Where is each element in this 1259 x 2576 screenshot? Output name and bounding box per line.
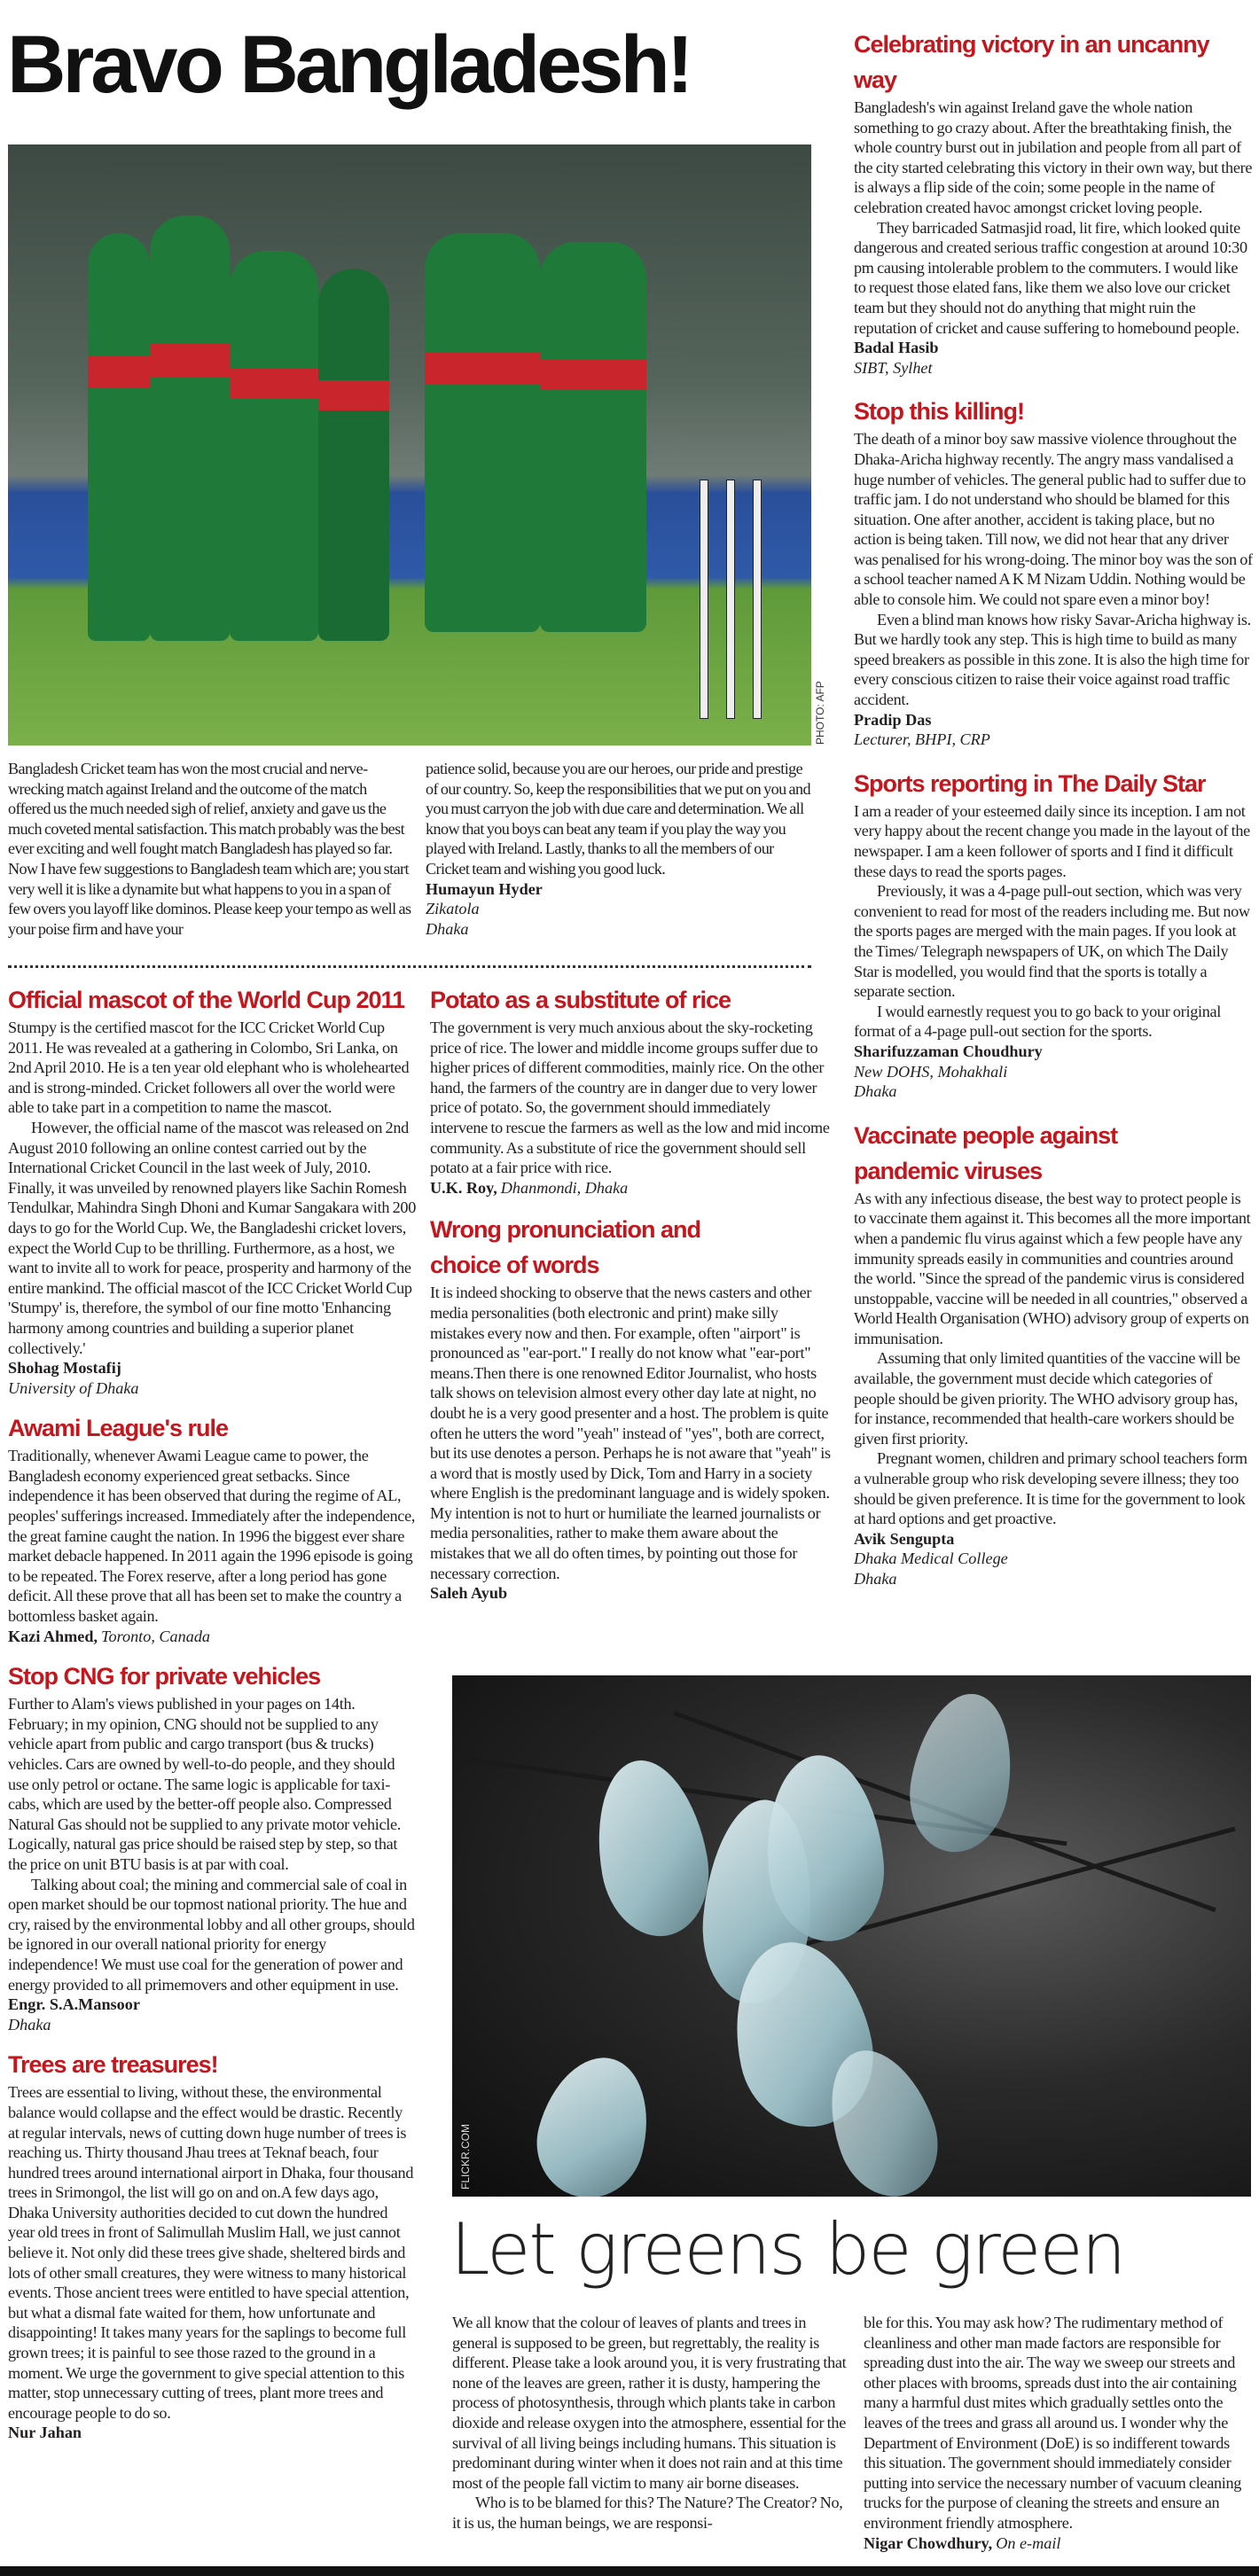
paragraph: Who is to be blamed for this? The Nature? The Creator? No, it is us, the human beings, we are responsi-	[452, 2494, 843, 2532]
headline: Wrong pronunciation and	[430, 1216, 700, 1244]
headline: Official mascot of the World Cup 2011	[8, 987, 405, 1013]
letter-greens-col2	[864, 2313, 1254, 2553]
photo-credit: FLICKR.COM	[459, 2123, 472, 2190]
author: Saleh Ayub	[430, 1584, 508, 1603]
author-city: Dhaka	[426, 919, 469, 938]
headline-line2: choice of words	[430, 1252, 599, 1279]
photo-credit: PHOTO: AFP	[814, 681, 826, 745]
paragraph: Talking about coal; the mining and commercial sale of coal in open market should be our topmost national priority. The hue and cry, raised by the environmental lobby and all other groups, should be ignored in our overall national priority for energy independence! We must use coal for the generation of power and energy provided to all primemovers and other equipment in use.	[8, 1875, 415, 1994]
author: Nur Jahan	[8, 2424, 82, 2442]
dotted-divider	[8, 965, 811, 968]
paragraph: Stumpy is the certified mascot for the ICC Cricket World Cup 2011. He was revealed at a gathering in Colombo, Sri Lanka, on 2nd April 2010. He is a ten year old elephant who is wholehearted and is strong-minded. Cricket followers all over the world were able to take part in a competition to name the mascot.	[8, 1019, 410, 1117]
letter-vaccinate	[854, 1118, 1253, 1589]
letter-potato	[430, 982, 831, 1198]
author-city: Dhaka	[854, 1570, 897, 1588]
left-column	[8, 982, 416, 2443]
author-location: Zikatola	[426, 900, 480, 918]
paragraph: We all know that the colour of leaves of plants and trees in general is supposed to be green, but regrettably, the reality is different. Please take a look around you, it is very frustrating that none of the leaves are green, rather it is dusty, hampering the process of photosynthesis, through which plants take in carbon dioxide and release oxygen into the atmosphere, essential for the survival of all living beings including humans. This situation is predominant during winter when it does not rain and at this time most of the people fall victim to many air borne diseases.	[452, 2314, 847, 2492]
page-title: Bravo Bangladesh!	[7, 20, 691, 110]
author-city: Dhaka	[854, 1082, 897, 1101]
author: Avik Sengupta	[854, 1529, 955, 1548]
author-affiliation: Dhaka Medical College	[854, 1550, 1008, 1568]
feature-headline: Let greens be green	[450, 2208, 1125, 2291]
lead-article-col1	[8, 759, 411, 939]
letter-awami-league	[8, 1410, 416, 1646]
author-location: Toronto, Canada	[101, 1627, 211, 1645]
paragraph: The death of a minor boy saw massive violence throughout the Dhaka-Aricha highway recently. The angry mass vandalised a huge number of vehicles. The general public had to suffer due to traffic jam. I do not understand who should be blamed for this situation. One after another, accident is taking place, but no action is being taken. Till now, we did not hear that any driver was penalised for his wrong-doing. The minor boy was the son of a school teacher named A K M Nizam Uddin. Nothing would be able to console him. We could not spare even a minor boy!	[854, 430, 1253, 609]
author-affiliation: University of Dhaka	[8, 1378, 139, 1397]
author-source: On e-mail	[996, 2533, 1061, 2552]
letter-trees	[8, 2047, 416, 2443]
paragraph: Previously, it was a 4-page pull-out section, which was very convenient to read for most of the readers including me. But now the sports pages are merged with the main pages. If you look at the Times/ Telegraph newspapers of UK, on which The Daily Star is modelled, you would find that the sports is totally a separate section.	[854, 882, 1250, 1001]
headline: Vaccinate people against	[854, 1121, 1118, 1149]
headline-line2: pandemic viruses	[854, 1157, 1043, 1184]
bottom-border	[0, 2566, 1259, 2576]
paragraph: The government is very much anxious about the sky-rocketing price of rice. The lower and middle income groups suffer due to higher prices of different commodities, mainly rice. On the other hand, the farmers of the country are in danger due to very lower price of potato. So, the government should immediately intervene to rescue the farmers as well as the low and mid income community. As a substitute of rice the government should sell potato at a fair price with rice.	[430, 1019, 830, 1177]
author: Humayun Hyder	[426, 879, 543, 898]
letter-sports-reporting	[854, 766, 1253, 1102]
letter-pronunciation	[430, 1212, 831, 1604]
headline: Celebrating victory in an uncanny way	[854, 31, 1209, 93]
paragraph: Even a blind man knows how risky Savar-Aricha highway is. But we hardly took any step. This is high time to build as many speed breakers as possible in this zone. It is also the high time for every conscious citizen to raise their voice against road traffic accident.	[854, 610, 1251, 709]
author: U.K. Roy,	[430, 1178, 497, 1197]
author: Kazi Ahmed,	[8, 1627, 98, 1645]
paragraph: ble for this. You may ask how? The rudimentary method of cleanliness and other man made factors are responsible for spreading dust into the air. The way we sweep our streets and other places with brooms, spreads dust into the air containing many a harmful dust mites which gradually settles onto the leaves of the trees and grass all around us. I wonder why the Department of Environment (DoE) is so indifferent towards this situation. The government should immediately consider putting into service the necessary number of vacuum cleaning trucks for the purpose of cleaning the streets and ensure an environment friendly atmosphere.	[864, 2314, 1242, 2532]
author: Badal Hasib	[854, 339, 939, 357]
headline: Sports reporting in The Daily Star	[854, 769, 1206, 797]
paragraph: They barricaded Satmasjid road, lit fire, which looked quite dangerous and created serious traffic congestion at around 10:30 pm causing intolerable problem to the commuters. I would like to request those elated fans, like them we also love our cricket team but they should not do anything that might ruin the reputation of cricket and cause suffering to homebound people.	[854, 218, 1247, 337]
letter-stop-killing	[854, 394, 1253, 750]
paragraph: Traditionally, whenever Awami League came to power, the Bangladesh economy experienced great setbacks. Since independence it has been observed that during the regime of AL, peoples' sufferings increased. Immediately after the independence, the great famine caught the nation. In 1996 the biggest ever share market debacle happened. In 2011 again the 1996 episode is going to be repeated. The Forex reserve, after a long period has gone deficit. All these prove that all has been set to make the country a bottomless basket again.	[8, 1447, 416, 1626]
headline: Awami League's rule	[8, 1415, 229, 1442]
letter-celebrating	[854, 27, 1253, 378]
paragraph: Assuming that only limited quantities of the vaccine will be available, the government must decide which categories of people should be given priority. The WHO advisory group has, for instance, recommended that health-care workers should be given first priority.	[854, 1349, 1240, 1448]
lead-article-text: patience solid, because you are our heroes, our pride and prestige of our country. So, keep the responsibilities that we put on you and you must carryon the job with due care and determination. We all know that you boys can beat any team if you play the way you played with Ireland. Lastly, thanks to all the members of our Cricket team and wishing you good luck.	[426, 760, 810, 878]
author-affiliation: SIBT, Sylhet	[854, 358, 933, 377]
paragraph: Bangladesh's win against Ireland gave the whole nation something to go crazy about. After the breathtaking finish, the whole country burst out in jubilation and people from all part of the city started celebrating this victory in their own way, but there is always a flip side of the coin; some people in the name of celebration created havoc amongst cricket loving people.	[854, 98, 1253, 216]
paragraph: Further to Alam's views published in your pages on 14th. February; in my opinion, CNG should not be supplied to any vehicle apart from public and cargo transport (bus & trucks) vehicles. Cars are owned by well-to-do people, and they should use only petrol or octane. The same logic is applicable for taxi-cabs, which are used by the better-off people also. Compressed Natural Gas should not be supplied to any private motor vehicle. Logically, natural gas price should be raised step by step, so that the price on unit BTU basis is at par with coal.	[8, 1695, 402, 1873]
right-column	[854, 27, 1253, 1589]
paragraph: Pregnant women, children and primary school teachers form a vulnerable group who risk developing severe illness; they too should be given preference. It is time for the government to look at hard options and get proactive.	[854, 1449, 1247, 1528]
paragraph: I am a reader of your esteemed daily since its inception. I am not very happy about the recent change you made in the layout of the newspaper. I am a keen follower of sports and I find it difficult these days to read the sports pages.	[854, 801, 1250, 880]
headline: Trees are treasures!	[8, 2051, 218, 2079]
middle-column	[430, 982, 831, 1604]
paragraph: Trees are essential to living, without these, the environmental balance would collapse and the effect would be drastic. Recently at regular intervals, news of cutting down huge number of trees is reaching us. Thirty thousand Jhau trees at Teknaf beach, four hundred trees around international airport in Dhaka, four thousand trees in Srimongol, the list will go on and on.A few days ago, Dhaka University authorities decided to cut down the hundred year old trees in front of Salimullah Muslim Hall, we just cannot believe it. Not only did these trees give shade, sheltered birds and lots of other small creatures, they were witness to many historical events. Those ancient trees were entitled to have special attention, but what a dismal fate waited for them, how unfortunate and disappointing! It takes many years for the saplings to become full grown trees; it is painful to see those razed to the ground in a moment. We urge the government to give special attention to this matter, stop unnecessary cutting of trees, plant more trees and encourage people to do so.	[8, 2083, 414, 2422]
headline: Stop CNG for private vehicles	[8, 1663, 321, 1690]
author: Engr. S.A.Mansoor	[8, 1995, 140, 2014]
author: Sharifuzzaman Choudhury	[854, 1042, 1043, 1060]
author-affiliation: Lecturer, BHPI, CRP	[854, 730, 990, 749]
cricket-team-photo	[8, 144, 811, 745]
author-city: Dhaka	[8, 2015, 51, 2033]
author-location: Dhanmondi, Dhaka	[500, 1178, 629, 1197]
paragraph: It is indeed shocking to observe that the news casters and other media personalities (both electronic and print) make silly mistakes every now and then. For example, often "airport" is pronounced as "ear-port." I really do not know what "ear-port" means.Then there is one renowned Editor Journalist, who hosts talk shows on television almost every other day late at night, no doubt he is a very good presenter and a host. The problem is quite often he utters the word "yeah" instead of "yes", both are correct, but its use denotes a person. Perhaps he is not aware that "yeah" is a word that is mostly used by Dick, Tom and Harry in a society where English is the predominant language and is widely spoken. My intention is not to hurt or humiliate the learned journalists or media personalities, rather to make them aware about the mistakes that we all do often times, by pointing out those for necessary correction.	[430, 1284, 831, 1582]
letter-greens-col1	[452, 2313, 847, 2533]
headline: Potato as a substitute of rice	[430, 987, 731, 1013]
paragraph: However, the official name of the mascot was released on 2nd August 2010 following an online contest carried out by the International Cricket Council in the last week of July, 2010. Finally, it was unveiled by renowned players like Sachin Romesh Tendulkar, Mahindra Singh Dhoni and Kumar Sangakara with 200 days to go for the World Cup. We, the Bangladeshi cricket lovers, expect the World Cup to be thrilling. Furthermore, as a host, we want to invite all to work for peace, prosperity and harmony of the entire mankind. The official mascot of the ICC Cricket World Cup 'Stumpy' is, therefore, the symbol of our fine motto 'Enhancing harmony among countries and building a superior planet collectively.'	[8, 1118, 417, 1357]
lead-article-col2	[426, 759, 816, 939]
letter-stop-cng	[8, 1659, 416, 2034]
author-affiliation: New DOHS, Mohakhali	[854, 1062, 1008, 1081]
paragraph: As with any infectious disease, the best way to protect people is to vaccinate them against it. This becomes all the more important when a pandemic flu virus against which a few people have any immunity spreads easily in communities and countries around the world. "Since the spread of the pandemic virus is considered unstoppable, vaccine will be needed in all countries," observed a World Health Organisation (WHO) advisory group of experts on immunisation.	[854, 1189, 1251, 1347]
letter-mascot	[8, 982, 416, 1398]
author: Shohag Mostafij	[8, 1359, 121, 1378]
author: Pradip Das	[854, 710, 932, 729]
author: Nigar Chowdhury,	[864, 2533, 993, 2552]
dusty-leaves-photo	[452, 1675, 1251, 2197]
paragraph: I would earnestly request you to go back to your original format of a 4-page pull-out section for the sports.	[854, 1002, 1222, 1041]
lead-article-text: Bangladesh Cricket team has won the most crucial and nerve-wrecking match against Ireland and the outcome of the match offered us the much needed sigh of relief, anxiety and gave us the much coveted mental satisfaction. This match probably was the best ever exciting and well fought match Bangladesh has played so far. Now I have few suggestions to Bangladesh team which are; you start very well it is like a dynamite but what happens to you in a span of few overs you layoff like dominos. Please keep your tempo as well as your poise firm and have your	[8, 760, 411, 938]
headline: Stop this killing!	[854, 398, 1024, 425]
